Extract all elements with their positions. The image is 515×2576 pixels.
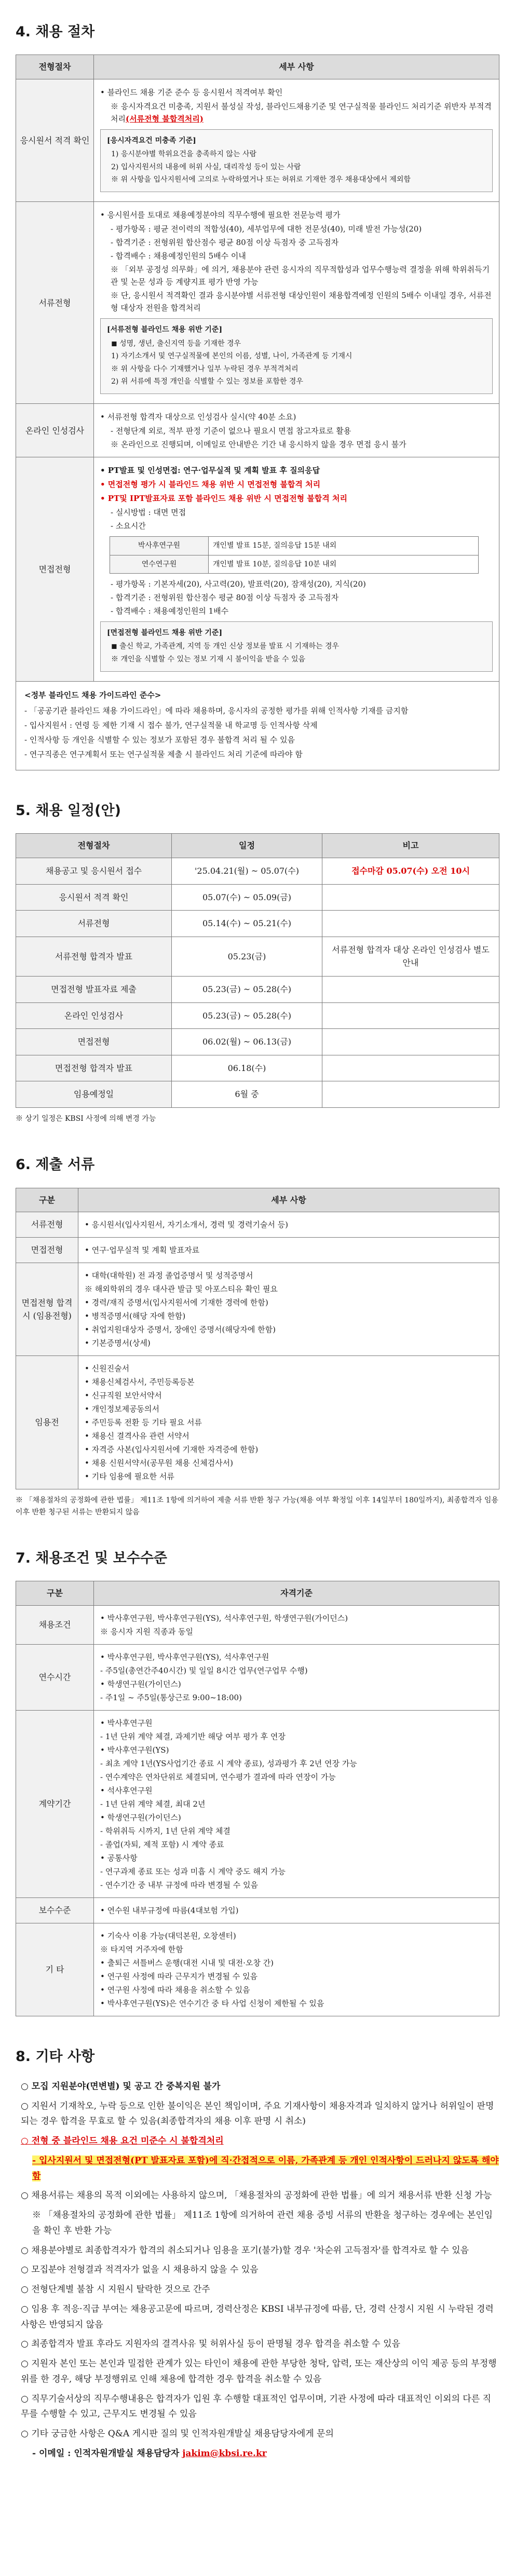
notice-line: - 입사지원서 : 연령 등 제한 기재 시 접수 불가, 연구실적물 내 학교명 등 인적사항 삭제	[24, 721, 318, 730]
note-item: ○ 지원자 본인 또는 본인과 밀접한 관계가 있는 타인이 채용에 관한 부당한 청탁, 압력, 또는 재산상의 이익 제공 등의 부정행위를 한 경우, 해당 부정행위로 인해 채용에 합격한 경우 합격을 취소할 수 있음	[21, 2358, 497, 2384]
text-line: • 기숙사 이용 가능(대덕본원, 오창센터)	[100, 1931, 236, 1941]
note-subitem	[32, 2153, 499, 2185]
schedule-date: 05.23(금) ~ 05.28(수)	[172, 1002, 322, 1029]
schedule-step: 면접전형	[16, 1029, 172, 1055]
section-title: 7. 채용조건 및 보수수준	[16, 1550, 167, 1566]
text-line: - 합격배수 : 채용예정인원의 5배수 이내	[111, 251, 246, 261]
text-line: • 서류전형 합격자 대상으로 인성검사 실시(약 40분 소요)	[100, 412, 296, 422]
note-item: ○ 채용분야별로 최종합격자가 합격의 취소되거나 임용을 포기(불가)할 경우 '차순위 고득점자'를 합격자로 할 수 있음	[21, 2245, 469, 2256]
time-value: 개인별 발표 15분, 질의응답 15분 내외	[209, 537, 479, 555]
text-line: - 졸업(자퇴, 제적 포함) 시 계약 종료	[100, 1839, 224, 1849]
section-title: 8. 기타 사항	[16, 2048, 95, 2065]
text-line: • 응시원서(입사지원서, 자기소개서, 경력 및 경력기술서 등)	[85, 1220, 288, 1230]
table-row	[16, 1029, 499, 1055]
text-line: • 연수원 내부규정에 따름(4대보험 가입)	[100, 1905, 239, 1915]
schedule-date: 6월 중	[172, 1081, 322, 1108]
table-row	[16, 1644, 499, 1710]
row-content	[94, 1605, 499, 1644]
schedule-date: '25.04.21(월) ~ 05.07(수)	[172, 858, 322, 885]
box-line: ◼ 출신 학교, 가족관계, 지역 등 개인 신상 정보를 발표 시 기재하는 경우	[111, 642, 340, 651]
row-label: 서류전형	[16, 202, 94, 404]
highlight-text: - 입사지원서 및 면접전형(PT 발표자료 포함)에 직·간접적으로 이름, 가족관계 등 개인 인적사항이 드러나지 않도록 해야 함	[32, 2155, 499, 2181]
schedule-remark	[322, 1002, 499, 1029]
text-line: • 연구원 사정에 따라 근무지가 변경될 수 있음	[100, 1971, 258, 1981]
text-line: - 1년 단위 계약 체결, 최대 2년	[100, 1799, 206, 1809]
text-line: • 경력/재직 증명서(입사지원서에 기재한 경력에 한함)	[85, 1298, 268, 1308]
text-line: • 석사후연구원	[100, 1785, 153, 1795]
text-line: - 전형단계 외로, 적부 판정 기준이 없으나 필요시 면접 참고자료로 활용	[111, 426, 351, 436]
section-documents	[16, 1154, 499, 1518]
row-content	[94, 1897, 499, 1923]
table-row	[16, 884, 499, 911]
table-row	[110, 555, 479, 573]
section-schedule	[16, 799, 499, 1124]
schedule-table	[16, 833, 499, 1108]
row-label: 보수수준	[16, 1897, 94, 1923]
text-line: - 1년 단위 계약 체결, 과제기반 해당 여부 평가 후 연장	[100, 1731, 286, 1741]
text-line: • 공통사항	[100, 1853, 138, 1863]
row-content	[94, 404, 499, 457]
text-line: • 주민등록 전환 등 기타 필요 서류	[85, 1418, 202, 1428]
row-content	[94, 1644, 499, 1710]
text-line: • 출퇴근 셔틀버스 운행(대전 시내 및 대전·오창 간)	[100, 1958, 274, 1968]
schedule-remark: 서류전형 합격자 대상 온라인 인성검사 별도 안내	[322, 937, 499, 976]
schedule-step: 서류전형 합격자 발표	[16, 937, 172, 976]
schedule-date: 06.18(수)	[172, 1055, 322, 1081]
row-label: 서류전형	[16, 1212, 78, 1238]
table-row	[16, 977, 499, 1003]
header-details: 세부 사항	[94, 55, 499, 79]
table-row	[16, 1263, 499, 1356]
note-item: ○ 최종합격자 발표 후라도 지원자의 결격사유 및 허위사실 등이 판명될 경우 합격을 취소할 수 있음	[21, 2339, 400, 2350]
table-row	[16, 1081, 499, 1108]
schedule-step: 온라인 인성검사	[16, 1002, 172, 1029]
note-item: ○ 모집 지원분야(면변별) 및 공고 간 중복지원 불가	[21, 2081, 221, 2092]
row-label: 응시원서 적격 확인	[16, 79, 94, 202]
schedule-remark: 접수마감 05.07(수) 오전 10시	[322, 858, 499, 885]
note-item: ○ 기타 궁금한 사항은 Q&A 게시판 질의 및 인적자원개발실 채용담당자에게 문의	[21, 2429, 334, 2439]
text-line: • 박사후연구원	[100, 1718, 153, 1728]
notice-line: - 인적사항 등 개인을 식별할 수 있는 정보가 포함된 경우 불합격 처리 될 수 있음	[24, 735, 295, 745]
table-row	[16, 1212, 499, 1238]
row-label: 임용전	[16, 1356, 78, 1489]
row-content	[94, 457, 499, 682]
text-line: ※ 타지역 거주자에 한함	[100, 1944, 183, 1954]
text-line: • 자격증 사본(입사지원서에 기재한 자격증에 한함)	[85, 1445, 259, 1455]
header-procedure: 전형절차	[16, 55, 94, 79]
box-line: 2) 입사지원서의 내용에 허위 사실, 대리작성 등이 있는 사람	[111, 162, 301, 171]
header-category: 구분	[16, 1581, 94, 1606]
table-row	[16, 1055, 499, 1081]
box-line: ※ 개인을 식별할 수 있는 정보 기재 시 불이익을 받을 수 있음	[111, 655, 306, 663]
text-line: • 신원진술서	[85, 1364, 130, 1374]
box-line: ※ 위 사항을 다수 기재했거나 일부 누락된 경우 부적격처리	[111, 364, 299, 373]
row-content	[94, 202, 499, 404]
section-title: 5. 채용 일정(안)	[16, 803, 121, 819]
row-label: 기 타	[16, 1923, 94, 2016]
text-line: • 연구·업무실적 및 계획 발표자료	[85, 1245, 200, 1255]
text-line: - 연구과제 종료 또는 성과 미흡 시 계약 중도 해지 가능	[100, 1866, 286, 1876]
schedule-date: 05.23(금) ~ 05.28(수)	[172, 977, 322, 1003]
table-row	[16, 911, 499, 937]
text-line: • 취업지원대상자 증명서, 장애인 증명서(해당자에 한함)	[85, 1325, 276, 1335]
text-line: • 학생연구원(가이던스)	[100, 1812, 181, 1822]
row-content	[78, 1263, 499, 1356]
text-line: ※ 응시자 지원 직종과 동일	[100, 1626, 193, 1636]
highlight-text: ○ 전형 중 블라인드 채용 요건 미준수 시 불합격처리	[21, 2136, 224, 2147]
text-line: • 응시원서를 토대로 채용예정분야의 직무수행에 필요한 전문능력 평가	[100, 210, 341, 220]
disqualify-note: (서류전형 불합격처리)	[125, 114, 204, 124]
text-line: • 연구원 사정에 따라 채용을 취소할 수 있음	[100, 1985, 250, 1995]
notice-title: <정부 블라인드 채용 가이드라인 준수>	[24, 690, 161, 700]
header-details: 세부 사항	[78, 1188, 499, 1212]
text-line: • 채용신 결격사유 관련 서약서	[85, 1431, 189, 1441]
box-line: 1) 응시분야별 학위요건을 충족하지 않는 사람	[111, 150, 257, 159]
schedule-date: 05.14(수) ~ 05.21(수)	[172, 911, 322, 937]
text-line: • 박사후연구원, 박사후연구원(YS), 석사후연구원	[100, 1652, 269, 1662]
header-criteria: 자격기준	[94, 1581, 499, 1606]
schedule-remark	[322, 1081, 499, 1108]
schedule-date: 06.02(월) ~ 06.13(금)	[172, 1029, 322, 1055]
note-item: ○ 임용 후 적응·직급 부여는 채용공고문에 따르며, 경력산정은 KBSI 내부규정에 따름, 단, 경력 산정시 지원 시 누락된 경력 사항은 반영되지 않음	[21, 2303, 494, 2330]
notice-line: - 「공공기관 블라인드 채용 가이드라인」에 따라 채용하며, 응시자의 공정한 평가를 위해 인적사항 기재를 금지함	[24, 706, 409, 716]
note-item: ○ 직무기술서상의 직무수행내용은 합격자가 입원 후 수행할 대표적인 업무이며, 기관 사정에 따라 대표적인 이외의 다른 직무를 수행할 수 있고, 근무지도 변경될 수 있음	[21, 2393, 491, 2420]
row-label: 연수시간	[16, 1644, 94, 1710]
box-title: [면접전형 블라인드 채용 위반 기준]	[107, 629, 223, 638]
schedule-remark	[322, 1055, 499, 1081]
schedule-step: 면접전형 발표자료 제출	[16, 977, 172, 1003]
schedule-date: 05.07(수) ~ 05.09(금)	[172, 884, 322, 911]
table-row	[16, 1002, 499, 1029]
schedule-remark	[322, 911, 499, 937]
row-label: 계약기간	[16, 1710, 94, 1897]
table-row	[16, 1897, 499, 1923]
schedule-step: 채용공고 및 응시원서 접수	[16, 858, 172, 885]
note-item: ○ 채용서류는 채용의 목적 이외에는 사용하지 않으며, 「채용절차의 공정화에 관한 법률」에 의거 채용서류 반환 신청 가능	[21, 2190, 492, 2201]
table-row	[16, 1605, 499, 1644]
text-line: ※ 해외학위의 경우 대사관 발급 및 아포스티유 확인 필요	[85, 1284, 278, 1294]
table-row	[16, 404, 499, 457]
criteria-box	[100, 318, 493, 394]
criteria-box	[100, 621, 493, 672]
time-cat: 연수연구원	[110, 555, 209, 573]
row-label: 온라인 인성검사	[16, 404, 94, 457]
text-line: • PT및 IPT발표자료 포함 블라인드 채용 위반 시 면접전형 불합격 처리	[100, 494, 347, 504]
text-line: • 박사후연구원(YS)은 연수기간 중 타 사업 신청이 제한될 수 있음	[100, 1998, 324, 2008]
row-content	[94, 1923, 499, 2016]
notice-line: - 연구직종은 연구계획서 또는 연구실적물 제출 시 블라인드 처리 기준에 따라야 함	[24, 750, 303, 760]
schedule-step: 응시원서 적격 확인	[16, 884, 172, 911]
documents-footnote: ※ 「채용절차의 공정화에 관한 법률」 제11조 1항에 의거하여 제출 서류 반환 청구 가능(채용 여부 확정일 이후 14일부터 180일까지), 최종합격자 임용 이후 반환 청구된 서류는 반환되지 않음	[16, 1496, 498, 1516]
text-line: - 실시방법 : 대면 면접	[111, 508, 186, 518]
text-line: • 개인정보제공동의서	[85, 1404, 160, 1414]
criteria-box	[100, 129, 493, 193]
box-title: [서류전형 블라인드 채용 위반 기준]	[107, 326, 223, 334]
table-row	[16, 202, 499, 404]
note-item: ○ 지원서 기재착오, 누락 등으로 인한 불이익은 본인 책임이며, 주요 기재사항이 채용자격과 일치하지 않거나 허위일이 판명되는 경우 합격을 무효로 할 수 있음(최종합격자의 채용 이후 판명 시 취소)	[21, 2100, 494, 2127]
text-line: - 평가항목 : 평균 전이력의 적합성(40), 세부업무에 대한 전문성(40), 미래 발전 가능성(20)	[111, 224, 422, 234]
row-label: 면접전형	[16, 1238, 78, 1263]
schedule-step: 면접전형 합격자 발표	[16, 1055, 172, 1081]
text-line: • 기타 임용에 필요한 서류	[85, 1472, 174, 1482]
row-label: 면접전형 합격시 (임용전형)	[16, 1263, 78, 1356]
section-conditions	[16, 1547, 499, 2016]
schedule-remark	[322, 977, 499, 1003]
time-table	[110, 536, 479, 574]
text-line: - 합격기준 : 전형위원 합산점수 평균 80점 이상 득점자 중 고득점자	[111, 238, 339, 248]
text-line: • 기본증명서(상세)	[85, 1338, 151, 1348]
row-label: 채용조건	[16, 1605, 94, 1644]
box-line: 1) 자기소개서 및 연구실적물에 본인의 이름, 성별, 나이, 가족관계 등 기재시	[111, 352, 353, 361]
section-title: 6. 제출 서류	[16, 1157, 95, 1173]
schedule-step: 서류전형	[16, 911, 172, 937]
text-line: - 평가항목 : 기본자세(20), 사고력(20), 발표력(20), 잠재성(20), 지식(20)	[111, 579, 366, 589]
text-line: • PT발표 및 인성면접: 연구·업무실적 및 계획 발표 후 질의응답	[100, 466, 320, 476]
schedule-step: 임용예정일	[16, 1081, 172, 1108]
table-row	[16, 937, 499, 976]
schedule-footnote: ※ 상기 일정은 KBSI 사정에 의해 변경 가능	[16, 1114, 156, 1123]
row-content	[94, 1710, 499, 1897]
text-line: - 합격배수 : 채용예정인원의 1배수	[111, 606, 229, 616]
text-line: - 주1일 ~ 주5일(통상근로 9:00~18:00)	[100, 1692, 242, 1702]
text-line: ※ 응시자격요건 미충족, 지원서 불성실 작성, 블라인드채용기준 및 연구실적물 블라인드 처리기준 위반자 부적격처리(서류전형 불합격처리)	[111, 101, 492, 124]
text-line: ※ 단, 응시원서 적격확인 결과 응시분야별 서류전형 대상인원이 채용합격예정 인원의 5배수 이내일 경우, 서류전형 대상자 전원을 합격처리	[111, 291, 492, 313]
header-category: 구분	[16, 1188, 78, 1212]
conditions-table	[16, 1581, 499, 2016]
text-line: • 대학(대학원) 전 과정 졸업증명서 및 성적증명서	[85, 1271, 253, 1281]
text-line: ※ 「외부 공정성 의무화」에 의거, 채용분야 관련 응시자의 직무적합성과 업무수행능력 결정을 위해 학위취득기관 및 논문 성과 등 계량지표 평가 반영 가능	[111, 265, 490, 287]
text-line: - 연수계약은 연차단위로 체결되며, 연수평가 결과에 따라 연장이 가능	[100, 1772, 336, 1782]
header-remarks: 비고	[322, 834, 499, 858]
text-line: • 면접전형 평가 시 블라인드 채용 위반 시 면접전형 불합격 처리	[100, 480, 321, 490]
text-line: ※ 온라인으로 진행되며, 이메일로 안내받은 기간 내 응시하지 않을 경우 면접 응시 불가	[111, 440, 406, 450]
contact-label: - 이메일 : 인적자원개발실 채용담당자	[32, 2448, 180, 2459]
section-title: 4. 채용 절차	[16, 24, 95, 40]
text-line: • 신규직원 보안서약서	[85, 1391, 162, 1401]
header-date: 일정	[172, 834, 322, 858]
row-content	[78, 1212, 499, 1238]
time-value: 개인별 발표 10분, 질의응답 10분 내외	[209, 555, 479, 573]
row-content	[78, 1356, 499, 1489]
box-line: ※ 위 사항을 입사지원서에 고의로 누락하였거나 또는 허위로 기재한 경우 채용대상에서 제외함	[111, 175, 411, 184]
schedule-date: 05.23(금)	[172, 937, 322, 976]
row-content	[94, 79, 499, 202]
text-line: • 박사후연구원(YS)	[100, 1745, 169, 1755]
note-item: ○ 전형단계별 불참 시 지원시 탈락한 것으로 간주	[21, 2284, 210, 2295]
note-subitem: ※ 「채용절차의 공정화에 관한 법률」 제11조 1항에 의거하여 관련 채용 증빙 서류의 반환을 청구하는 경우에는 본인임을 확인 후 반환 가능	[32, 2210, 493, 2236]
table-row	[110, 537, 479, 555]
text-line: - 합격기준 : 전형위원 합산점수 평균 80점 이상 득점자 중 고득점자	[111, 593, 339, 603]
text-line: • 블라인드 채용 기준 준수 등 응시원서 적격여부 확인	[100, 87, 283, 97]
row-label: 면접전형	[16, 457, 94, 682]
documents-table	[16, 1188, 499, 1490]
text-line: - 최초 계약 1년(YS사업기간 종료 시 계약 종료), 성과평가 후 2년 연장 가능	[100, 1758, 357, 1768]
contact-email-link[interactable]: jakim@kbsi.re.kr	[182, 2448, 267, 2459]
table-row	[16, 1356, 499, 1489]
table-row	[16, 858, 499, 885]
text-line: - 소요시간	[111, 521, 146, 531]
box-line: ◼ 성명, 생년, 출신지역 등을 기재한 경우	[111, 339, 241, 348]
note-item: ○ 모집분야 전형결과 적격자가 없을 시 채용하지 않을 수 있음	[21, 2265, 259, 2275]
table-row	[16, 1238, 499, 1263]
text-line: - 연수기간 중 내부 규정에 따라 변경될 수 있음	[100, 1880, 259, 1890]
box-line: 2) 위 서류에 특정 개인을 식별할 수 있는 정보를 포함한 경우	[111, 377, 303, 386]
text-line: • 박사후연구원, 박사후연구원(YS), 석사후연구원, 학생연구원(가이던스)	[100, 1613, 348, 1623]
table-row	[16, 1710, 499, 1897]
text-line: - 학위취득 시까지, 1년 단위 계약 체결	[100, 1826, 231, 1836]
table-row	[16, 79, 499, 202]
procedure-table	[16, 55, 499, 682]
text-line: • 채용신체검사서, 주민등록등본	[85, 1377, 195, 1387]
table-row	[16, 457, 499, 682]
note-item	[21, 2134, 499, 2149]
box-title: [응시자격요건 미충족 기준]	[107, 136, 196, 145]
blind-hiring-notice	[16, 682, 499, 770]
time-cat: 박사후연구원	[110, 537, 209, 555]
text-line: - 주5일(총연간주40시간) 및 일일 8시간 업무(연구업무 수행)	[100, 1665, 308, 1675]
text-line: • 학생연구원(가이던스)	[100, 1679, 181, 1689]
section-recruitment-procedure	[16, 21, 499, 770]
text-line: • 병적증명서(해당 자에 한함)	[85, 1311, 186, 1321]
schedule-remark	[322, 884, 499, 911]
contact-email-line	[32, 2446, 499, 2462]
row-content	[78, 1238, 499, 1263]
text-line: • 채용 신원서약서(공무원 채용 신체검사서)	[85, 1458, 233, 1468]
section-other-notes	[16, 2045, 499, 2462]
header-procedure: 전형절차	[16, 834, 172, 858]
schedule-remark	[322, 1029, 499, 1055]
table-row	[16, 1923, 499, 2016]
